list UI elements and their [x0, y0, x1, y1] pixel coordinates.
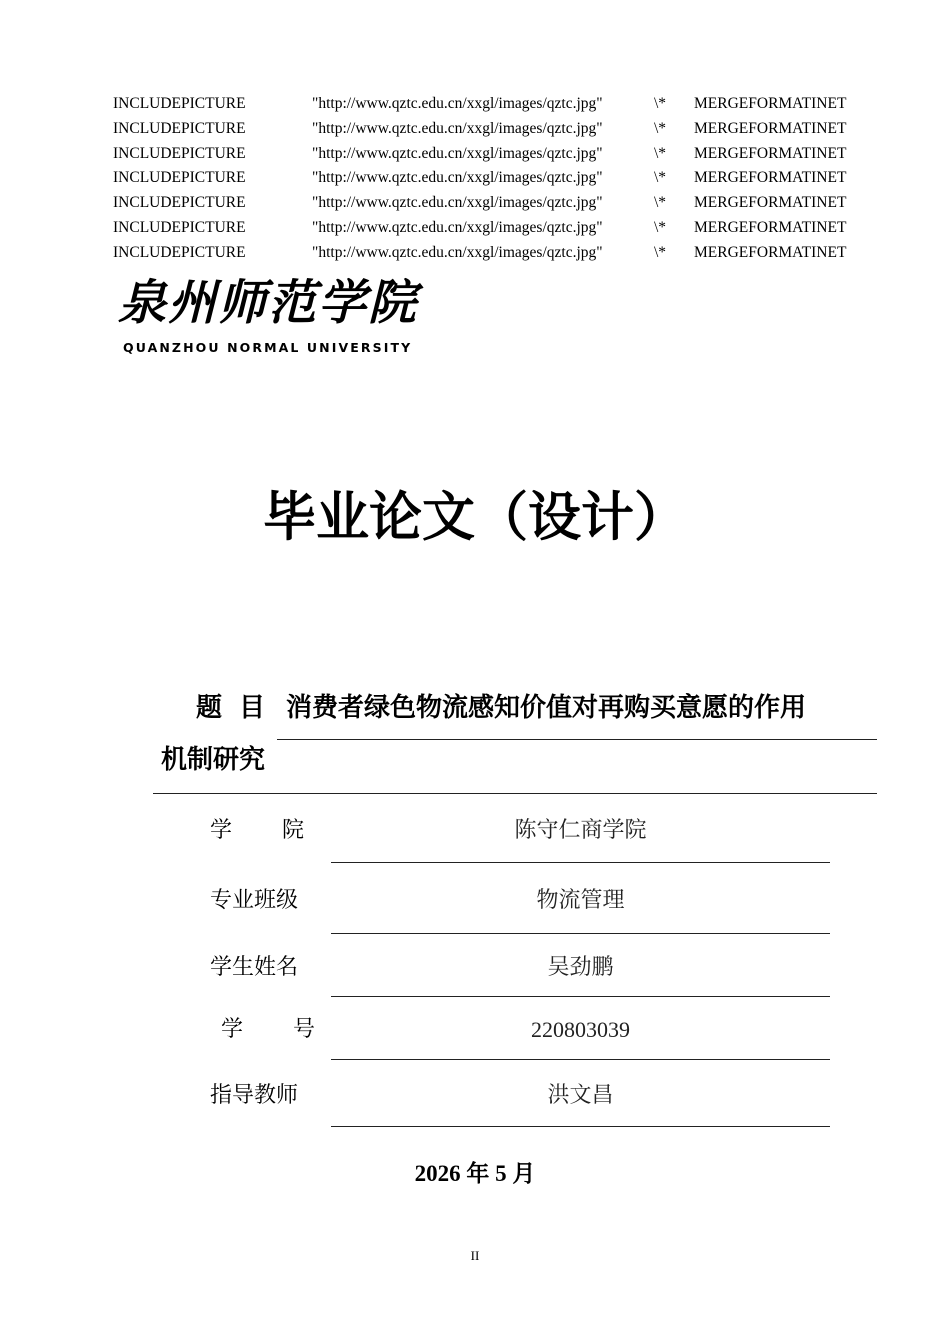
field-format: MERGEFORMATINET: [694, 218, 847, 236]
field-code-line: [113, 191, 873, 216]
field-command: INCLUDEPICTURE: [113, 169, 246, 187]
college-label: [210, 816, 304, 846]
student-name-underline: [331, 996, 830, 997]
field-format: MERGEFORMATINET: [694, 169, 847, 187]
topic-underline-2: [153, 793, 877, 794]
field-command: INCLUDEPICTURE: [113, 144, 246, 162]
topic-underline-1: [277, 739, 877, 740]
field-switch: \*: [654, 169, 667, 187]
student-id-underline: [331, 1059, 830, 1060]
student-id-label-char: 号: [292, 1017, 315, 1042]
topic-text-line-1: 消费者绿色物流感知价值对再购买意愿的作用: [286, 693, 807, 723]
student-id-label: [210, 1015, 326, 1045]
student-name-value: 吴劲鹏: [547, 955, 614, 980]
field-command: INCLUDEPICTURE: [113, 194, 246, 212]
student-name-label: 学生姓名: [210, 955, 299, 980]
field-url: "http://www.qztc.edu.cn/xxgl/images/qztc.jpg": [312, 119, 603, 137]
major-value: 物流管理: [536, 888, 625, 913]
logo-english-name: QUANZHOU NORMAL UNIVERSITY: [123, 340, 413, 355]
field-command: INCLUDEPICTURE: [113, 243, 246, 261]
field-url: "http://www.qztc.edu.cn/xxgl/images/qztc.jpg": [312, 243, 603, 261]
logo-calligraphy: 泉州师范学院: [118, 275, 419, 331]
field-code-line: [113, 241, 873, 266]
advisor-label: 指导教师: [210, 1083, 299, 1108]
college-label-char: 院: [281, 818, 304, 843]
field-code-block: [113, 92, 873, 266]
major-underline: [331, 933, 830, 934]
field-url: "http://www.qztc.edu.cn/xxgl/images/qztc.jpg": [312, 218, 603, 236]
field-switch: \*: [654, 119, 667, 137]
field-switch: \*: [654, 218, 667, 236]
college-label-char: 学: [210, 818, 233, 843]
student-id-label-char: 学: [221, 1017, 244, 1042]
field-code-line: [113, 216, 873, 241]
student-id-value: 220803039: [531, 1017, 630, 1042]
advisor-underline: [331, 1126, 830, 1127]
topic-label: 题 目: [196, 693, 270, 723]
field-command: INCLUDEPICTURE: [113, 95, 246, 112]
advisor-value: 洪文昌: [547, 1083, 614, 1108]
field-switch: \*: [654, 243, 667, 261]
university-logo: [118, 272, 420, 358]
document-title: 毕业论文（设计）: [263, 487, 687, 548]
field-url: "http://www.qztc.edu.cn/xxgl/images/qztc.jpg": [312, 194, 603, 212]
field-command: INCLUDEPICTURE: [113, 218, 246, 236]
field-code-line: [113, 166, 873, 191]
submission-date: 2026 年 5 月: [414, 1161, 536, 1186]
field-switch: \*: [654, 95, 667, 112]
field-code-line: [113, 142, 873, 167]
field-switch: \*: [654, 194, 667, 212]
college-value: 陈守仁商学院: [514, 818, 647, 843]
college-underline: [331, 862, 830, 863]
field-switch: \*: [654, 144, 667, 162]
field-format: MERGEFORMATINET: [694, 194, 847, 212]
field-url: "http://www.qztc.edu.cn/xxgl/images/qztc.jpg": [312, 144, 603, 162]
field-format: MERGEFORMATINET: [694, 119, 847, 137]
field-url: "http://www.qztc.edu.cn/xxgl/images/qztc.jpg": [312, 169, 603, 187]
field-command: INCLUDEPICTURE: [113, 119, 246, 137]
field-format: MERGEFORMATINET: [694, 243, 847, 261]
field-code-line: [113, 117, 873, 142]
field-format: MERGEFORMATINET: [694, 144, 847, 162]
field-code-line: [113, 92, 873, 117]
field-format: MERGEFORMATINET: [694, 95, 847, 112]
topic-text-line-2: 机制研究: [161, 745, 266, 775]
major-label: 专业班级: [210, 888, 299, 913]
field-url: "http://www.qztc.edu.cn/xxgl/images/qztc.jpg": [312, 95, 603, 112]
page-number: II: [470, 1248, 480, 1263]
